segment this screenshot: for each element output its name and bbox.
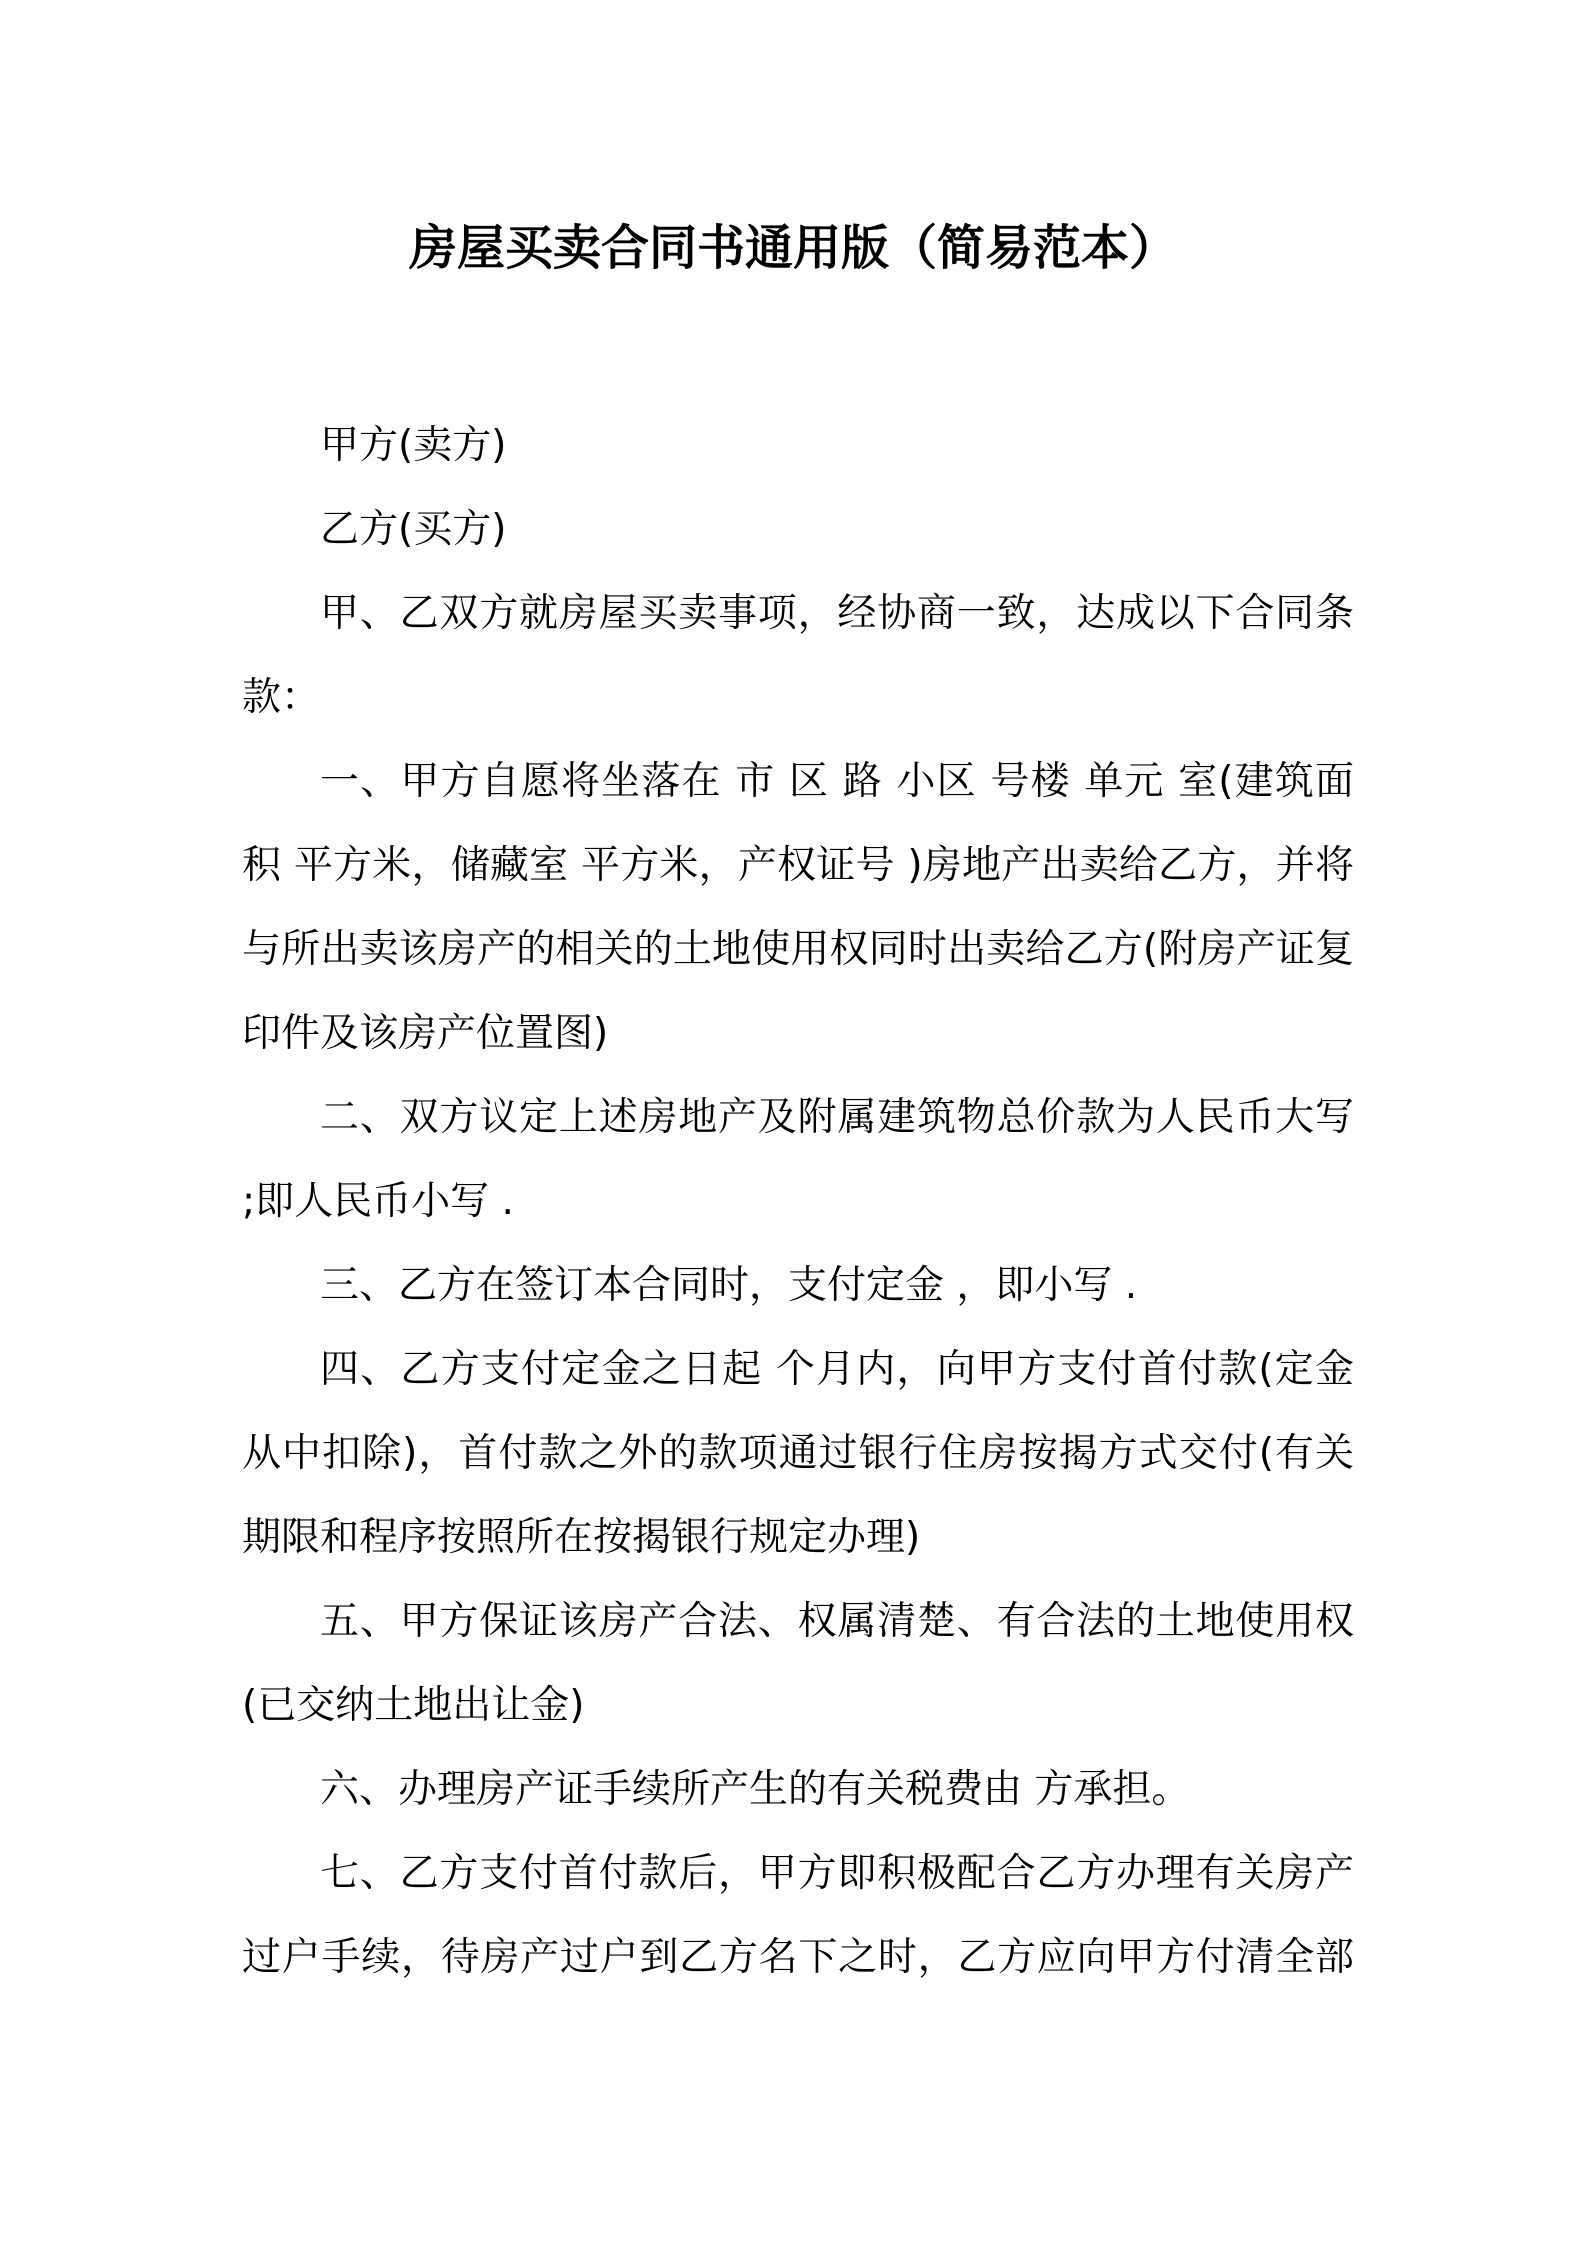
paragraph-clause-3: 三、乙方在签订本合同时，支付定金 ，即小写 . bbox=[320, 1263, 1138, 1308]
paragraph-clause-4: 四、乙方支付定金之日起 个月内，向甲方支付首付款(定金从中扣除)，首付款之外的款项通过银行住房按揭方式交付(有关期限和程序按照所在按揭银行规定办理) bbox=[242, 1347, 1354, 1560]
paragraph-clause-1: 一、甲方自愿将坐落在 市 区 路 小区 号楼 单元 室(建筑面积 平方米，储藏室 平方米，产权证号 )房地产出卖给乙方，并将与所出卖该房产的相关的土地使用权同时出卖给乙方(附房产证复印件及该房产位置图) bbox=[242, 759, 1354, 1056]
paragraph-party-b: 乙方(买方) bbox=[320, 507, 507, 552]
document-title: 房屋买卖合同书通用版（简易范本） bbox=[408, 220, 1177, 276]
paragraph-clause-7: 七、乙方支付首付款后，甲方即积极配合乙方办理有关房产过户手续，待房产过户到乙方名下之时，乙方应向甲方付清全部 bbox=[242, 1851, 1354, 1980]
paragraph-clause-6: 六、办理房产证手续所产生的有关税费由 方承担。 bbox=[320, 1767, 1191, 1812]
paragraph-clause-5: 五、甲方保证该房产合法、权属清楚、有合法的土地使用权(已交纳土地出让金) bbox=[242, 1599, 1354, 1728]
paragraph-clause-2: 二、双方议定上述房地产及附属建筑物总价款为人民币大写 ;即人民币小写 . bbox=[242, 1095, 1354, 1224]
paragraph-party-a: 甲方(卖方) bbox=[320, 423, 507, 468]
paragraph-preamble: 甲、乙双方就房屋买卖事项，经协商一致，达成以下合同条款： bbox=[242, 591, 1354, 720]
document-body bbox=[242, 404, 1354, 2000]
